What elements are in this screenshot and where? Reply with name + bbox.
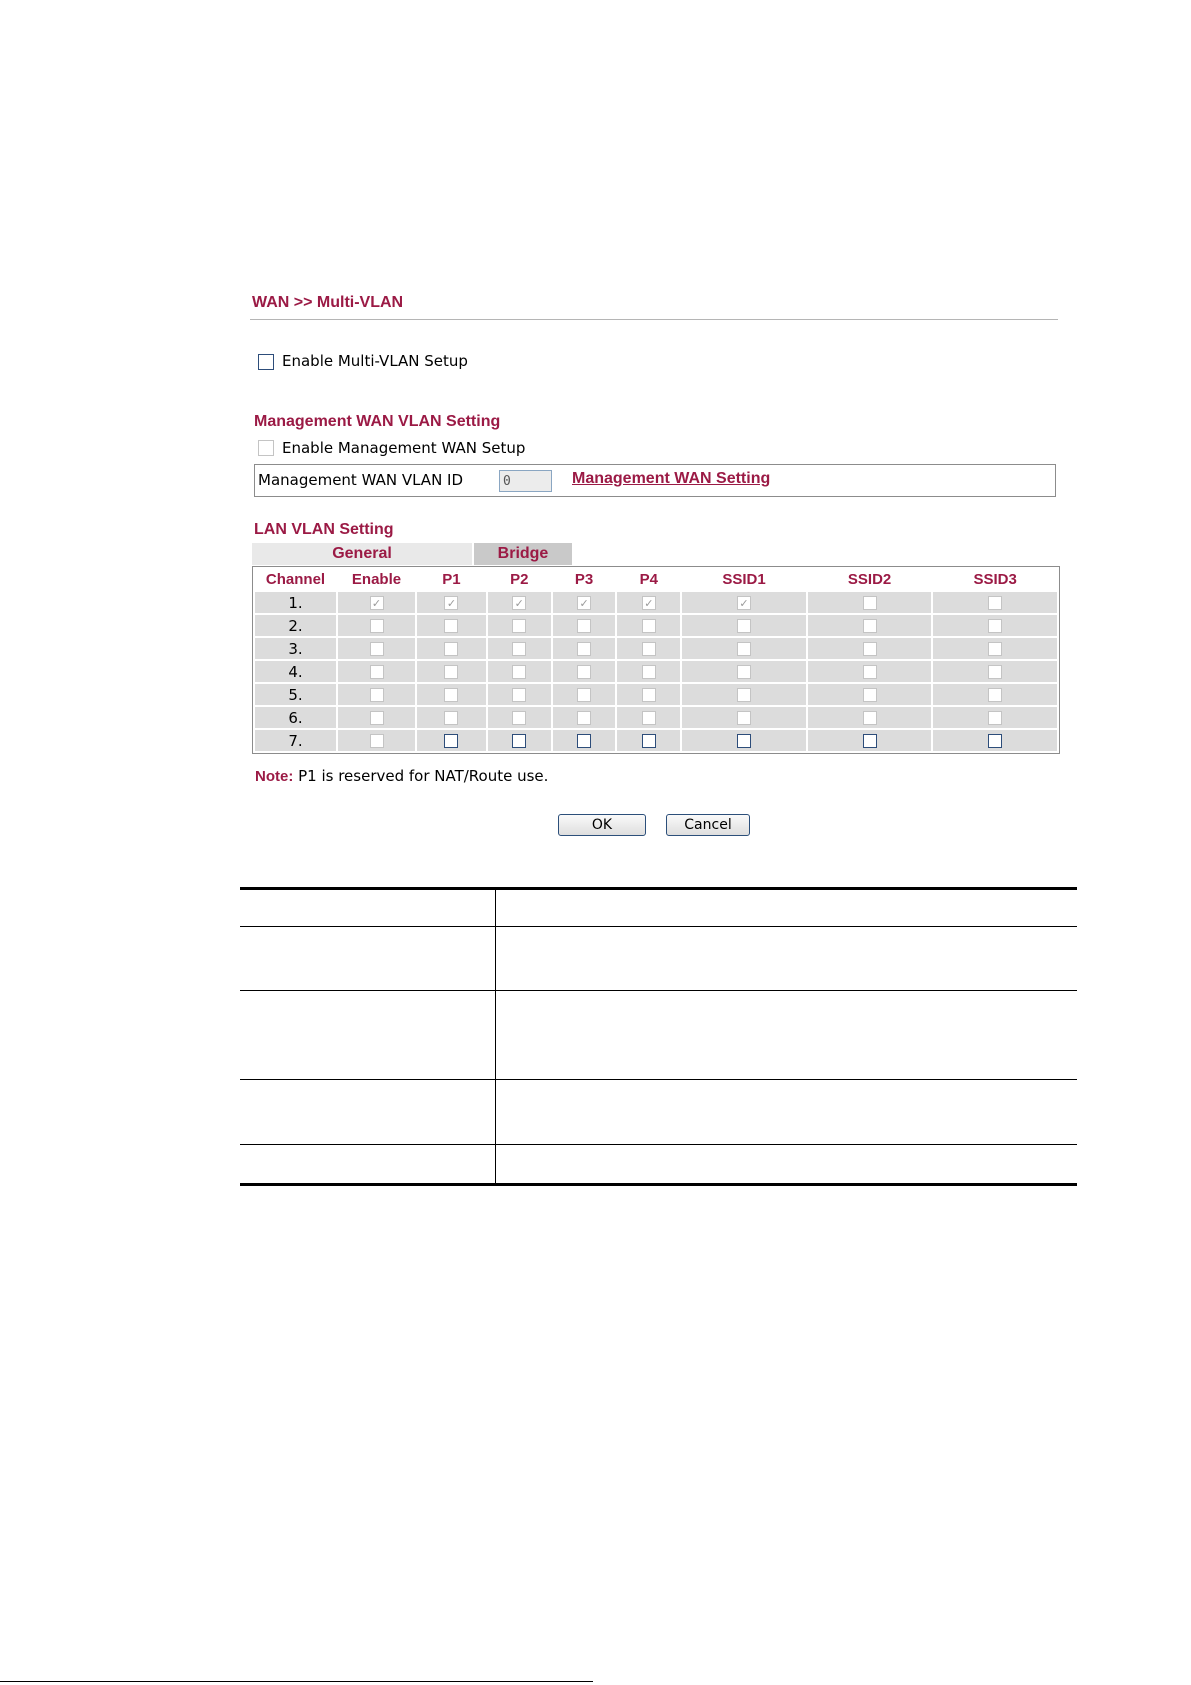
- checkbox-cell: [933, 684, 1057, 705]
- port-checkbox[interactable]: [863, 665, 877, 679]
- checkbox-cell: [682, 730, 806, 751]
- port-checkbox[interactable]: [642, 711, 656, 725]
- table-bottom-rule: [240, 1183, 1077, 1186]
- checkbox-cell: [488, 615, 551, 636]
- enable-checkbox[interactable]: [370, 665, 384, 679]
- column-header-p4: P4: [639, 571, 659, 588]
- checkbox-cell: [488, 684, 551, 705]
- checkbox-cell: [553, 684, 616, 705]
- checkbox-cell: [617, 615, 680, 636]
- port-checkbox[interactable]: [737, 665, 751, 679]
- port-checkbox[interactable]: [444, 711, 458, 725]
- port-checkbox[interactable]: [988, 665, 1002, 679]
- table-row: [255, 707, 1057, 728]
- port-checkbox[interactable]: [863, 688, 877, 702]
- page-title: WAN >> Multi-VLAN: [252, 294, 404, 311]
- checkbox-cell: [617, 707, 680, 728]
- port-checkbox[interactable]: [577, 688, 591, 702]
- port-checkbox[interactable]: [577, 642, 591, 656]
- port-checkbox[interactable]: [988, 619, 1002, 633]
- port-checkbox[interactable]: [863, 642, 877, 656]
- column-header-channel: Channel: [265, 571, 326, 588]
- port-checkbox[interactable]: [444, 642, 458, 656]
- port-checkbox[interactable]: [863, 619, 877, 633]
- checkbox-cell: [417, 707, 486, 728]
- column-header-p1: P1: [442, 571, 461, 588]
- checkbox-icon[interactable]: [258, 440, 274, 456]
- column-header-ssid2: SSID2: [847, 571, 892, 588]
- checkbox-cell: [488, 592, 551, 613]
- checkbox-cell: [933, 615, 1057, 636]
- table-column-divider: [495, 887, 496, 1184]
- port-checkbox[interactable]: [577, 619, 591, 633]
- port-checkbox[interactable]: [642, 688, 656, 702]
- checkbox-cell: [682, 684, 806, 705]
- table-row: [255, 638, 1057, 659]
- port-checkbox[interactable]: [577, 711, 591, 725]
- column-header-p3: P3: [574, 571, 594, 588]
- checkbox-cell: [617, 684, 680, 705]
- checkbox-cell: [808, 730, 932, 751]
- title-divider: [250, 319, 1058, 320]
- port-checkbox[interactable]: [444, 619, 458, 633]
- port-checkbox[interactable]: [642, 619, 656, 633]
- channel-cell: 6.: [255, 707, 336, 728]
- checkbox-cell: [933, 592, 1057, 613]
- tab-general[interactable]: General: [252, 543, 472, 565]
- checkbox-cell: [338, 684, 415, 705]
- column-header-enable: Enable: [351, 571, 402, 588]
- checkbox-cell: [808, 707, 932, 728]
- checkbox-cell: [488, 707, 551, 728]
- channel-cell: 3.: [255, 638, 336, 659]
- checkbox-cell: [808, 638, 932, 659]
- checkbox-cell: [553, 638, 616, 659]
- note: [255, 767, 548, 785]
- checkbox-cell: [338, 615, 415, 636]
- checkbox-cell: [338, 592, 415, 613]
- port-checkbox[interactable]: [577, 596, 591, 610]
- table-header-row: [255, 569, 1057, 590]
- enable-checkbox[interactable]: [370, 711, 384, 725]
- port-checkbox[interactable]: [512, 619, 526, 633]
- port-checkbox[interactable]: [737, 688, 751, 702]
- port-checkbox[interactable]: [444, 688, 458, 702]
- port-checkbox[interactable]: [444, 734, 458, 748]
- management-heading: Management WAN VLAN Setting: [254, 413, 501, 430]
- table-row: [255, 592, 1057, 613]
- checkbox-cell: [417, 592, 486, 613]
- port-checkbox[interactable]: [642, 596, 656, 610]
- checkbox-cell: [338, 730, 415, 751]
- note-prefix: Note:: [255, 768, 294, 785]
- table-row: [255, 615, 1057, 636]
- channel-cell: 5.: [255, 684, 336, 705]
- enable-checkbox[interactable]: [370, 642, 384, 656]
- checkbox-cell: [488, 730, 551, 751]
- port-checkbox[interactable]: [577, 734, 591, 748]
- checkbox-cell: [553, 592, 616, 613]
- port-checkbox[interactable]: [988, 711, 1002, 725]
- port-checkbox[interactable]: [642, 665, 656, 679]
- port-checkbox[interactable]: [512, 642, 526, 656]
- checkbox-cell: [553, 730, 616, 751]
- port-checkbox[interactable]: [863, 596, 877, 610]
- port-checkbox[interactable]: [863, 711, 877, 725]
- port-checkbox[interactable]: [988, 642, 1002, 656]
- table-rule: [240, 1079, 1077, 1080]
- checkbox-cell: [682, 638, 806, 659]
- note-text: P1 is reserved for NAT/Route use.: [293, 767, 549, 785]
- vlan-table: [252, 566, 1060, 754]
- checkbox-cell: [617, 730, 680, 751]
- channel-cell: 2.: [255, 615, 336, 636]
- checkbox-cell: [682, 615, 806, 636]
- port-checkbox[interactable]: [988, 596, 1002, 610]
- table-row: [255, 684, 1057, 705]
- port-checkbox[interactable]: [512, 734, 526, 748]
- port-checkbox[interactable]: [737, 711, 751, 725]
- port-checkbox[interactable]: [512, 665, 526, 679]
- checkbox-cell: [488, 638, 551, 659]
- checkbox-cell: [553, 615, 616, 636]
- checkbox-cell: [682, 592, 806, 613]
- table-rule: [240, 1144, 1077, 1145]
- port-checkbox[interactable]: [988, 734, 1002, 748]
- tab-bridge[interactable]: Bridge: [474, 543, 572, 565]
- port-checkbox[interactable]: [737, 734, 751, 748]
- port-checkbox[interactable]: [512, 711, 526, 725]
- checkbox-cell: [338, 707, 415, 728]
- column-header-p2: P2: [510, 571, 529, 588]
- checkbox-cell: [417, 615, 486, 636]
- checkbox-cell: [417, 730, 486, 751]
- footer-rule: [0, 1681, 593, 1682]
- port-checkbox[interactable]: [737, 596, 751, 610]
- enable-checkbox[interactable]: [370, 596, 384, 610]
- table-row: [255, 661, 1057, 682]
- enable-checkbox[interactable]: [370, 734, 384, 748]
- checkbox-cell: [417, 638, 486, 659]
- checkbox-cell: [933, 707, 1057, 728]
- port-checkbox[interactable]: [737, 619, 751, 633]
- checkbox-cell: [617, 592, 680, 613]
- management-vlan-id-input[interactable]: [499, 470, 552, 492]
- checkbox-cell: [682, 661, 806, 682]
- table-top-rule: [240, 887, 1077, 890]
- channel-cell: 1.: [255, 592, 336, 613]
- cancel-button[interactable]: Cancel: [666, 814, 750, 836]
- port-checkbox[interactable]: [444, 665, 458, 679]
- enable-management-label: Enable Management WAN Setup: [282, 439, 526, 457]
- column-header-ssid3: SSID3: [973, 571, 1017, 588]
- port-checkbox[interactable]: [737, 642, 751, 656]
- checkbox-cell: [553, 661, 616, 682]
- checkbox-cell: [617, 638, 680, 659]
- channel-cell: 7.: [255, 730, 336, 751]
- port-checkbox[interactable]: [512, 688, 526, 702]
- checkbox-cell: [488, 661, 551, 682]
- port-checkbox[interactable]: [863, 734, 877, 748]
- port-checkbox[interactable]: [444, 596, 458, 610]
- checkbox-cell: [417, 661, 486, 682]
- checkbox-cell: [808, 615, 932, 636]
- table-row: [255, 730, 1057, 751]
- enable-checkbox[interactable]: [370, 688, 384, 702]
- checkbox-cell: [933, 638, 1057, 659]
- enable-multi-vlan-checkbox[interactable]: [258, 354, 274, 374]
- table-rule: [240, 926, 1077, 927]
- port-checkbox[interactable]: [577, 665, 591, 679]
- management-vlan-id-label: Management WAN VLAN ID: [258, 471, 464, 489]
- management-wan-setting-link[interactable]: Management WAN Setting: [572, 470, 771, 487]
- checkbox-cell: [933, 730, 1057, 751]
- ok-button[interactable]: OK: [558, 814, 646, 836]
- enable-management-checkbox[interactable]: [258, 440, 274, 460]
- port-checkbox[interactable]: [642, 642, 656, 656]
- checkbox-cell: [617, 661, 680, 682]
- checkbox-cell: [682, 707, 806, 728]
- port-checkbox[interactable]: [642, 734, 656, 748]
- lan-heading: LAN VLAN Setting: [254, 521, 394, 538]
- port-checkbox[interactable]: [512, 596, 526, 610]
- channel-cell: 4.: [255, 661, 336, 682]
- checkbox-cell: [808, 684, 932, 705]
- table-rule: [240, 990, 1077, 991]
- checkbox-cell: [553, 707, 616, 728]
- enable-checkbox[interactable]: [370, 619, 384, 633]
- checkbox-cell: [933, 661, 1057, 682]
- checkbox-cell: [338, 661, 415, 682]
- checkbox-icon[interactable]: [258, 354, 274, 370]
- checkbox-cell: [338, 638, 415, 659]
- checkbox-cell: [808, 661, 932, 682]
- port-checkbox[interactable]: [988, 688, 1002, 702]
- enable-multi-vlan-label: Enable Multi-VLAN Setup: [282, 352, 468, 370]
- checkbox-cell: [417, 684, 486, 705]
- checkbox-cell: [808, 592, 932, 613]
- column-header-ssid1: SSID1: [722, 571, 766, 588]
